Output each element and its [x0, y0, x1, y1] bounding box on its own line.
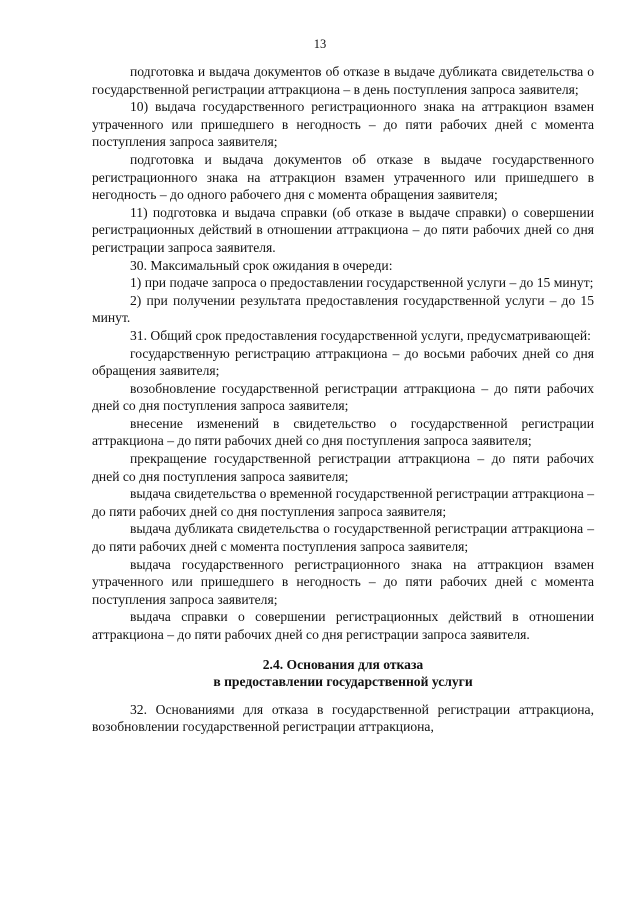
paragraph: возобновление государственной регистрации аттракциона – до пяти рабочих дней со дня поступления запроса заявителя;	[92, 380, 594, 414]
paragraph: выдача свидетельства о временной государственной регистрации аттракциона – до пяти рабочих дней со дня поступления запроса заявителя;	[92, 486, 594, 519]
paragraph: 1) при подаче запроса о предоставлении государственной услуги – до 15 минут;	[130, 275, 594, 291]
section-heading	[92, 656, 594, 691]
paragraph: подготовка и выдача документов об отказе в выдаче государственного регистрационного знака на аттракцион взамен утраченного или пришедшего в негодность – до одного рабочего дня с момента обращения заявителя;	[92, 151, 594, 203]
paragraph: прекращение государственной регистрации аттракциона – до пяти рабочих дней со дня поступления запроса заявителя;	[92, 451, 594, 484]
paragraph: 10) выдача государственного регистрационного знака на аттракцион взамен утраченного или пришедшего в негодность – до пяти рабочих дней с момента поступления запроса заявителя;	[92, 99, 594, 150]
document-body	[92, 63, 594, 736]
paragraph: 32. Основаниями для отказа в государственной регистрации аттракциона, возобновлении государственной регистрации аттракциона,	[92, 701, 594, 735]
section-heading-line: в предоставлении государственной услуги	[213, 674, 473, 690]
paragraph: выдача дубликата свидетельства о государственной регистрации аттракциона – до пяти рабочих дней с момента поступления запроса заявителя;	[92, 521, 594, 555]
paragraph: 31. Общий срок предоставления государственной услуги, предусматривающей:	[130, 327, 591, 343]
paragraph: государственную регистрацию аттракциона – до восьми рабочих дней со дня обращения заявителя;	[92, 345, 594, 379]
paragraph: подготовка и выдача документов об отказе в выдаче дубликата свидетельства о государственной регистрации аттракциона – в день поступления запроса заявителя;	[92, 64, 594, 97]
paragraph: внесение изменений в свидетельство о государственной регистрации аттракциона – до пяти рабочих дней со дня поступления запроса заявителя;	[92, 415, 594, 449]
paragraph: 30. Максимальный срок ожидания в очереди:	[130, 257, 393, 273]
paragraph: выдача государственного регистрационного знака на аттракцион взамен утраченного или пришедшего в негодность – до пяти рабочих дней с момента поступления запроса заявителя;	[92, 556, 594, 607]
paragraph: 2) при получении результата предоставления государственной услуги – до 15 минут.	[92, 292, 594, 326]
section-heading-line: 2.4. Основания для отказа	[262, 656, 424, 672]
paragraph: выдача справки о совершении регистрационных действий в отношении аттракциона – до пяти рабочих дней со дня регистрации запроса заявителя.	[92, 609, 594, 642]
page-number: 13	[313, 37, 327, 51]
paragraph: 11) подготовка и выдача справки (об отказе в выдаче справки) о совершении регистрационных действий в отношении аттракциона – до пяти рабочих дней со дня регистрации запроса заявителя.	[92, 204, 594, 255]
